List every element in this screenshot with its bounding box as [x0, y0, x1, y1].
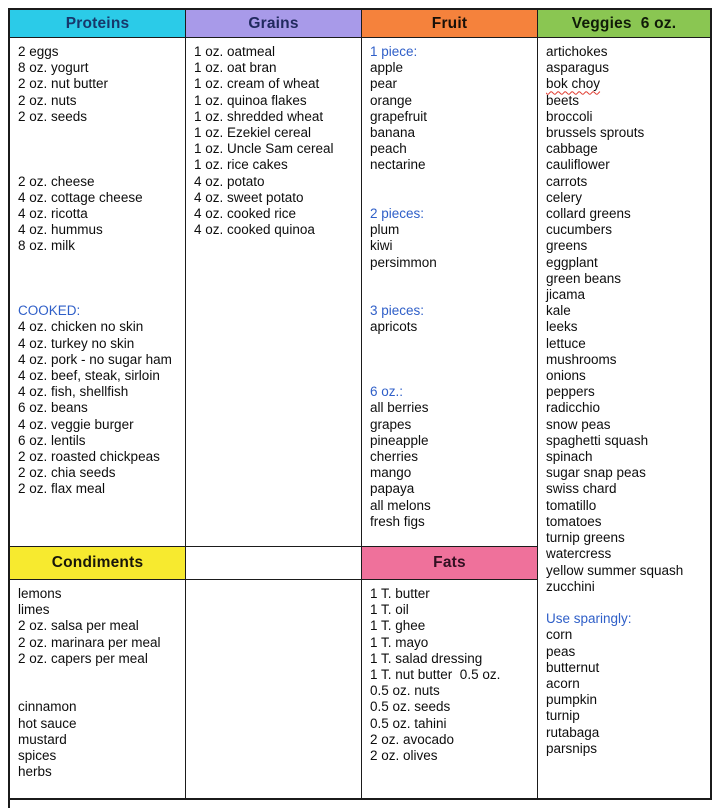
item-text: celery — [546, 189, 583, 205]
list-item — [546, 465, 702, 481]
blank-line — [370, 174, 529, 190]
item-text: watercress — [546, 546, 612, 562]
item-text: 2 oz. marinara per meal — [18, 634, 161, 650]
item-text: 4 oz. beef, steak, sirloin — [18, 367, 160, 383]
list-item — [546, 400, 702, 416]
next-row-border-stub — [8, 800, 10, 808]
item-text: peas — [546, 643, 576, 659]
empty-body-cell — [186, 580, 362, 798]
list-item — [546, 238, 702, 254]
list-item — [546, 563, 702, 579]
list-item — [546, 611, 702, 627]
fruit-header-label: Fruit — [431, 14, 468, 32]
list-item — [370, 449, 529, 465]
list-item — [18, 481, 177, 497]
list-item — [370, 433, 529, 449]
item-text: grapefruit — [370, 108, 428, 124]
list-item — [546, 125, 702, 141]
list-item — [18, 699, 177, 715]
item-text: yellow summer squash — [546, 562, 684, 578]
list-item — [194, 76, 353, 92]
list-item — [370, 157, 529, 173]
list-item — [194, 109, 353, 125]
veggies-list — [538, 38, 710, 798]
list-item — [18, 716, 177, 732]
item-text: spinach — [546, 449, 593, 465]
item-text: herbs — [18, 764, 52, 780]
item-text: 4 oz. sweet potato — [194, 189, 304, 205]
list-item — [370, 76, 529, 92]
list-item — [18, 303, 177, 319]
blank-line — [370, 336, 529, 352]
list-item — [370, 238, 529, 254]
list-item — [370, 417, 529, 433]
item-text: spices — [18, 748, 57, 763]
list-item — [370, 618, 529, 634]
item-text: artichokes — [546, 44, 608, 59]
item-text: 1 oz. rice cakes — [194, 157, 288, 173]
proteins-header — [10, 10, 186, 38]
list-item — [370, 498, 529, 514]
section-label: COOKED: — [18, 303, 81, 319]
list-item — [18, 748, 177, 764]
list-item — [546, 741, 702, 757]
list-item — [546, 417, 702, 433]
item-text: peach — [370, 141, 407, 157]
list-item — [546, 157, 702, 173]
item-text: 1 T. salad dressing — [370, 650, 483, 666]
item-text: acorn — [546, 675, 580, 691]
blank-line — [18, 683, 177, 699]
list-item — [546, 692, 702, 708]
item-text: 4 oz. veggie burger — [18, 416, 134, 432]
list-item — [18, 60, 177, 76]
list-item — [370, 732, 529, 748]
item-text: cherries — [370, 448, 419, 464]
item-text: beets — [546, 92, 580, 108]
item-text: tomatoes — [546, 513, 602, 529]
list-item — [18, 76, 177, 92]
item-text: 4 oz. cottage cheese — [18, 189, 143, 205]
list-item — [546, 222, 702, 238]
list-item — [18, 222, 177, 238]
list-item — [546, 433, 702, 449]
list-item — [546, 481, 702, 497]
blank-line — [18, 271, 177, 287]
list-item — [546, 352, 702, 368]
item-text: cabbage — [546, 141, 598, 157]
blank-line — [370, 368, 529, 384]
item-text: 1 oz. Uncle Sam cereal — [194, 141, 334, 157]
item-text: swiss chard — [546, 481, 617, 497]
list-item — [18, 319, 177, 335]
item-text: lemons — [18, 586, 62, 601]
item-text: 1 T. nut butter 0.5 oz. — [370, 667, 501, 683]
item-text: lettuce — [546, 335, 586, 351]
item-text: 0.5 oz. nuts — [370, 683, 440, 699]
item-text: grapes — [370, 416, 412, 432]
list-item — [370, 400, 529, 416]
item-text: cauliflower — [546, 157, 610, 173]
item-text: kale — [546, 303, 571, 319]
item-text: corn — [546, 627, 573, 643]
list-item — [546, 303, 702, 319]
section-label: 3 pieces: — [370, 303, 425, 319]
list-item — [194, 60, 353, 76]
item-text: pear — [370, 76, 398, 92]
list-item — [18, 109, 177, 125]
list-item — [370, 319, 529, 335]
list-item — [370, 651, 529, 667]
item-text: 1 T. oil — [370, 602, 409, 618]
veggies-header — [538, 10, 710, 38]
item-text: snow peas — [546, 416, 611, 432]
list-item — [546, 546, 702, 562]
item-text: cucumbers — [546, 222, 613, 238]
blank-line — [18, 141, 177, 157]
list-item — [18, 586, 177, 602]
blank-line — [370, 287, 529, 303]
list-item — [546, 368, 702, 384]
item-text: 1 oz. oatmeal — [194, 44, 276, 59]
item-text: 1 T. ghee — [370, 618, 426, 634]
item-text: 1 oz. quinoa flakes — [194, 92, 307, 108]
item-text: all berries — [370, 400, 429, 416]
grains-header-label: Grains — [248, 14, 299, 32]
item-text: 1 T. mayo — [370, 634, 429, 650]
proteins-header-label: Proteins — [65, 14, 130, 32]
item-text: banana — [370, 125, 416, 141]
list-item — [546, 190, 702, 206]
item-text: 2 oz. olives — [370, 748, 438, 764]
item-text: 4 oz. potato — [194, 173, 265, 189]
fats-header — [362, 547, 538, 580]
item-text: plum — [370, 222, 400, 238]
item-text: 2 oz. avocado — [370, 731, 455, 747]
veggies-header-label: Veggies 6 oz. — [571, 14, 677, 32]
list-item — [546, 449, 702, 465]
list-item — [546, 336, 702, 352]
list-item — [370, 586, 529, 602]
list-item — [18, 368, 177, 384]
item-text: butternut — [546, 659, 600, 675]
item-text: greens — [546, 238, 588, 254]
item-text: 6 oz. lentils — [18, 432, 86, 448]
list-item — [194, 141, 353, 157]
item-text: apricots — [370, 319, 418, 335]
list-item — [18, 206, 177, 222]
list-item — [18, 400, 177, 416]
item-text: green beans — [546, 270, 622, 286]
proteins-list — [10, 38, 186, 547]
list-item — [370, 514, 529, 530]
item-text: asparagus — [546, 60, 610, 76]
item-text: 4 oz. cooked rice — [194, 206, 297, 222]
item-text: pineapple — [370, 432, 429, 448]
item-text: 2 oz. chia seeds — [18, 465, 116, 481]
blank-line — [18, 255, 177, 271]
list-item — [18, 174, 177, 190]
item-text: 2 oz. flax meal — [18, 481, 106, 497]
blank-line — [18, 125, 177, 141]
grains-list — [186, 38, 362, 547]
blank-line — [370, 271, 529, 287]
list-item — [194, 174, 353, 190]
item-text: nectarine — [370, 157, 426, 173]
list-item — [18, 384, 177, 400]
condiments-list — [10, 580, 186, 798]
list-item — [370, 699, 529, 715]
item-text: carrots — [546, 173, 588, 189]
condiments-header — [10, 547, 186, 580]
item-text: sugar snap peas — [546, 465, 646, 481]
list-item — [18, 764, 177, 780]
item-text: rutabaga — [546, 724, 600, 740]
list-item — [370, 602, 529, 618]
item-text: 0.5 oz. seeds — [370, 699, 451, 715]
item-text: 4 oz. chicken no skin — [18, 319, 144, 335]
item-text: 4 oz. pork - no sugar ham — [18, 351, 172, 367]
list-item — [18, 465, 177, 481]
item-text: 2 oz. nuts — [18, 92, 77, 108]
item-text: apple — [370, 60, 404, 76]
list-item — [370, 206, 529, 222]
blank-line — [18, 287, 177, 303]
item-text: 4 oz. cooked quinoa — [194, 222, 315, 238]
list-item — [370, 125, 529, 141]
list-item — [546, 514, 702, 530]
list-item — [546, 579, 702, 595]
item-text: 2 oz. salsa per meal — [18, 618, 139, 634]
list-item — [194, 206, 353, 222]
condiments-header-label: Condiments — [51, 554, 144, 571]
list-item — [370, 93, 529, 109]
item-text: 2 oz. cheese — [18, 173, 95, 189]
item-text: jicama — [546, 287, 586, 303]
list-item — [18, 602, 177, 618]
item-text: 2 eggs — [18, 44, 59, 59]
item-text: 1 oz. shredded wheat — [194, 108, 324, 124]
list-item — [370, 465, 529, 481]
list-item — [18, 618, 177, 634]
item-text: peppers — [546, 384, 595, 400]
list-item — [18, 449, 177, 465]
item-text: 4 oz. fish, shellfish — [18, 384, 129, 400]
item-text: leeks — [546, 319, 578, 335]
item-text: mango — [370, 465, 412, 481]
blank-line — [18, 157, 177, 173]
item-text: kiwi — [370, 238, 393, 254]
list-item — [18, 238, 177, 254]
list-item — [194, 222, 353, 238]
item-text: limes — [18, 602, 50, 618]
list-item — [194, 157, 353, 173]
item-text: zucchini — [546, 578, 595, 594]
list-item — [194, 44, 353, 60]
item-text: turnip greens — [546, 530, 625, 546]
list-item — [546, 60, 702, 76]
list-item — [546, 206, 702, 222]
list-item — [370, 141, 529, 157]
list-item — [546, 708, 702, 724]
list-item — [370, 384, 529, 400]
fruit-list — [362, 38, 538, 547]
item-text: cinnamon — [18, 699, 77, 715]
item-text: 1 oz. oat bran — [194, 60, 277, 76]
item-text: 2 oz. seeds — [18, 108, 88, 124]
item-text: persimmon — [370, 254, 437, 270]
list-item — [546, 287, 702, 303]
item-text: 1 oz. Ezekiel cereal — [194, 125, 312, 141]
item-text: 1 oz. cream of wheat — [194, 76, 320, 92]
list-item — [546, 676, 702, 692]
item-text: pumpkin — [546, 692, 598, 708]
list-item — [370, 635, 529, 651]
list-item — [370, 303, 529, 319]
blank-line — [546, 595, 702, 611]
item-text: 2 oz. roasted chickpeas — [18, 448, 160, 464]
fats-header-label: Fats — [433, 554, 466, 571]
list-item — [370, 481, 529, 497]
list-item — [18, 336, 177, 352]
item-text: 8 oz. milk — [18, 238, 76, 254]
food-exchange-table — [8, 8, 712, 800]
item-text: 0.5 oz. tahini — [370, 715, 447, 731]
grains-header — [186, 10, 362, 38]
item-text: radicchio — [546, 400, 601, 416]
item-text: 8 oz. yogurt — [18, 60, 89, 76]
item-text: turnip — [546, 708, 580, 724]
list-item — [370, 109, 529, 125]
item-text: spaghetti squash — [546, 432, 649, 448]
misspelled-word: bok choy — [546, 76, 601, 92]
list-item — [546, 725, 702, 741]
item-text: 2 oz. nut butter — [18, 76, 109, 92]
list-item — [546, 530, 702, 546]
list-item — [370, 748, 529, 764]
list-item — [18, 732, 177, 748]
list-item — [546, 76, 702, 92]
list-item — [546, 498, 702, 514]
item-text: collard greens — [546, 206, 631, 222]
item-text: broccoli — [546, 108, 593, 124]
blank-line — [18, 667, 177, 683]
blank-line — [370, 190, 529, 206]
section-label: Use sparingly: — [546, 611, 632, 627]
list-item — [546, 255, 702, 271]
list-item — [546, 644, 702, 660]
list-item — [546, 627, 702, 643]
item-text: onions — [546, 368, 586, 384]
list-item — [370, 255, 529, 271]
empty-header-cell — [186, 547, 362, 580]
list-item — [18, 417, 177, 433]
blank-line — [370, 352, 529, 368]
list-item — [18, 651, 177, 667]
item-text: hot sauce — [18, 715, 77, 731]
list-item — [18, 352, 177, 368]
item-text: parsnips — [546, 740, 598, 756]
section-label: 6 oz.: — [370, 384, 404, 400]
item-text: 2 oz. capers per meal — [18, 650, 148, 666]
item-text: mushrooms — [546, 351, 617, 367]
item-text: tomatillo — [546, 497, 597, 513]
list-item — [546, 660, 702, 676]
list-item — [546, 44, 702, 60]
list-item — [18, 93, 177, 109]
list-item — [546, 271, 702, 287]
list-item — [194, 125, 353, 141]
list-item — [370, 716, 529, 732]
item-text: mustard — [18, 731, 67, 747]
list-item — [370, 44, 529, 60]
list-item — [370, 60, 529, 76]
list-item — [546, 384, 702, 400]
item-text: fresh figs — [370, 513, 425, 529]
list-item — [546, 319, 702, 335]
list-item — [370, 667, 529, 683]
list-item — [546, 93, 702, 109]
list-item — [194, 190, 353, 206]
item-text: eggplant — [546, 254, 598, 270]
list-item — [546, 141, 702, 157]
item-text: 6 oz. beans — [18, 400, 88, 416]
item-text: all melons — [370, 497, 431, 513]
item-text: 4 oz. ricotta — [18, 205, 88, 221]
item-text: papaya — [370, 481, 415, 497]
item-text: orange — [370, 92, 413, 108]
list-item — [194, 93, 353, 109]
fruit-header — [362, 10, 538, 38]
list-item — [18, 190, 177, 206]
section-label: 1 piece: — [370, 44, 418, 59]
list-item — [18, 44, 177, 60]
list-item — [370, 222, 529, 238]
list-item — [370, 683, 529, 699]
item-text: 4 oz. hummus — [18, 222, 103, 238]
fats-list — [362, 580, 538, 798]
list-item — [18, 433, 177, 449]
item-text: brussels sprouts — [546, 125, 645, 141]
item-text: 4 oz. turkey no skin — [18, 335, 135, 351]
list-item — [18, 635, 177, 651]
section-label: 2 pieces: — [370, 206, 425, 221]
list-item — [546, 174, 702, 190]
item-text: 1 T. butter — [370, 586, 430, 601]
list-item — [546, 109, 702, 125]
